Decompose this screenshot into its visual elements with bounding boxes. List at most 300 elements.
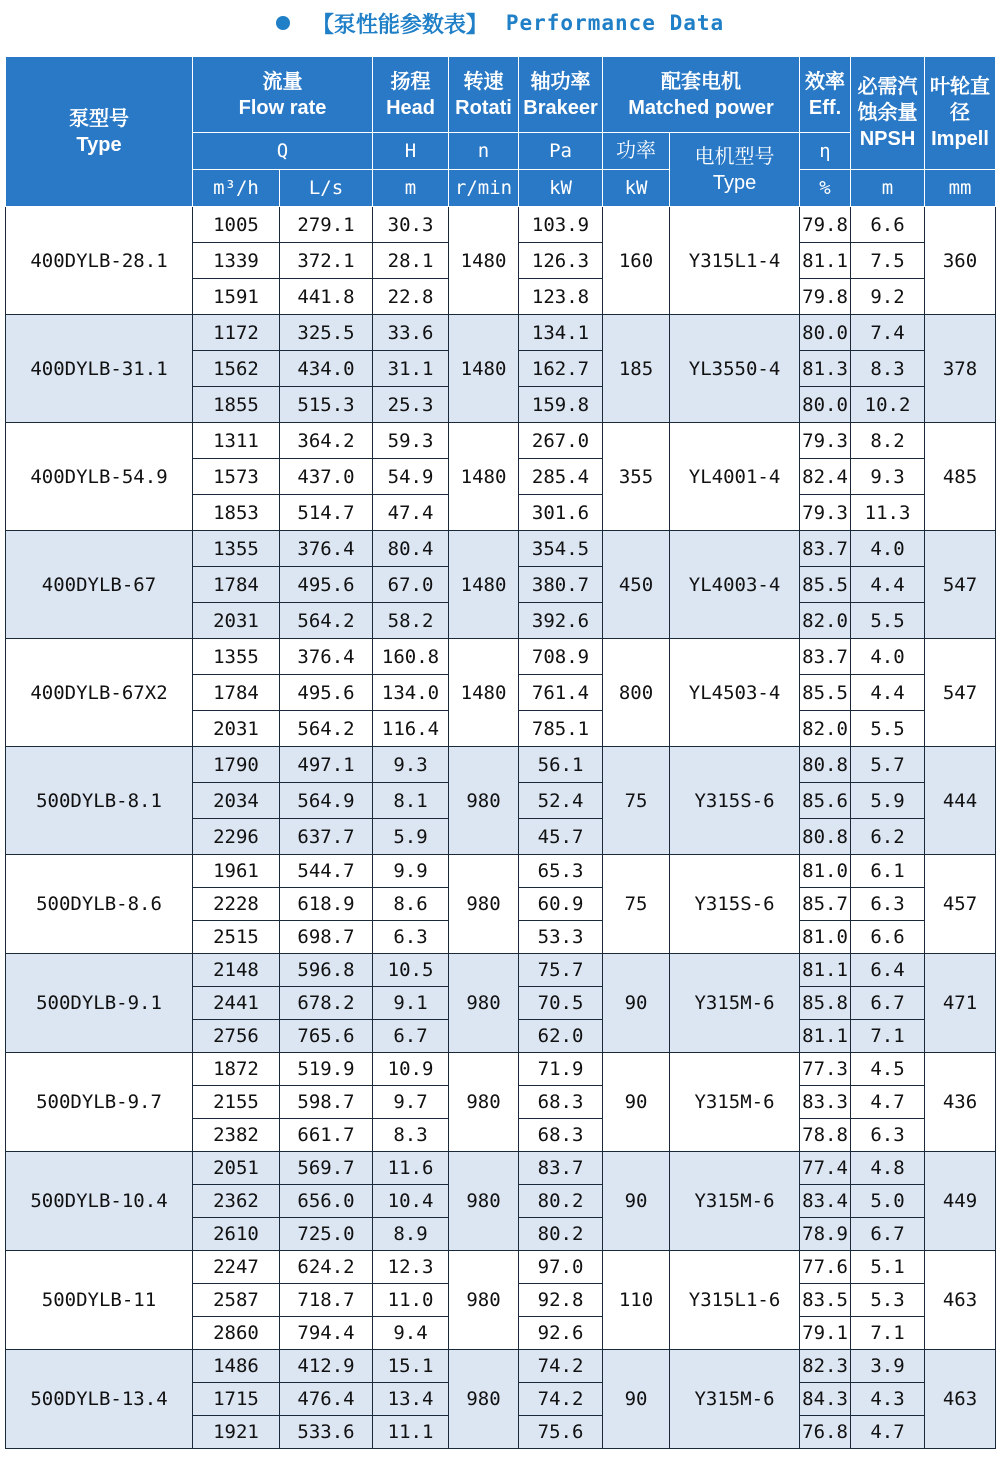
unit-m3h: m³/h bbox=[193, 170, 280, 207]
impeller-cell: 378 bbox=[925, 315, 996, 423]
shaft-power-cell: 52.4 bbox=[519, 783, 603, 819]
impeller-cell: 457 bbox=[925, 855, 996, 954]
unit-pct: % bbox=[800, 170, 851, 207]
impeller-cell: 463 bbox=[925, 1251, 996, 1350]
flow-m3h-cell: 1872 bbox=[193, 1053, 280, 1086]
flow-ls-cell: 279.1 bbox=[280, 207, 373, 243]
flow-ls-cell: 596.8 bbox=[280, 954, 373, 987]
table-row bbox=[6, 1053, 996, 1086]
flow-m3h-cell: 1784 bbox=[193, 567, 280, 603]
shaft-power-cell: 162.7 bbox=[519, 351, 603, 387]
flow-ls-cell: 598.7 bbox=[280, 1086, 373, 1119]
efficiency-cell: 76.8 bbox=[800, 1416, 851, 1449]
head-cell: 10.5 bbox=[373, 954, 449, 987]
flow-m3h-cell: 2228 bbox=[193, 888, 280, 921]
table-row bbox=[6, 1251, 996, 1284]
efficiency-cell: 83.7 bbox=[800, 639, 851, 675]
motor-type-cell: YL4003-4 bbox=[670, 531, 800, 639]
head-cell: 9.9 bbox=[373, 855, 449, 888]
motor-power-cell: 75 bbox=[603, 855, 670, 954]
efficiency-cell: 85.6 bbox=[800, 783, 851, 819]
npsh-cell: 11.3 bbox=[851, 495, 925, 531]
npsh-cell: 10.2 bbox=[851, 387, 925, 423]
header-motor-power: 功率 bbox=[603, 133, 670, 170]
flow-ls-cell: 618.9 bbox=[280, 888, 373, 921]
flow-ls-cell: 569.7 bbox=[280, 1152, 373, 1185]
flow-m3h-cell: 2860 bbox=[193, 1317, 280, 1350]
flow-ls-cell: 637.7 bbox=[280, 819, 373, 855]
unit-npsh-m: m bbox=[851, 170, 925, 207]
motor-power-cell: 450 bbox=[603, 531, 670, 639]
motor-power-cell: 90 bbox=[603, 1053, 670, 1152]
speed-cell: 980 bbox=[449, 954, 519, 1053]
efficiency-cell: 78.9 bbox=[800, 1218, 851, 1251]
efficiency-cell: 85.5 bbox=[800, 567, 851, 603]
npsh-cell: 4.0 bbox=[851, 639, 925, 675]
npsh-cell: 5.5 bbox=[851, 603, 925, 639]
motor-power-cell: 800 bbox=[603, 639, 670, 747]
efficiency-cell: 80.0 bbox=[800, 387, 851, 423]
table-row bbox=[6, 531, 996, 567]
flow-ls-cell: 678.2 bbox=[280, 987, 373, 1020]
npsh-cell: 3.9 bbox=[851, 1350, 925, 1383]
head-cell: 30.3 bbox=[373, 207, 449, 243]
flow-m3h-cell: 1715 bbox=[193, 1383, 280, 1416]
npsh-cell: 6.3 bbox=[851, 888, 925, 921]
npsh-cell: 7.1 bbox=[851, 1317, 925, 1350]
npsh-cell: 6.7 bbox=[851, 987, 925, 1020]
speed-cell: 1480 bbox=[449, 207, 519, 315]
header-motor-type: 电机型号 Type bbox=[670, 133, 800, 207]
title-en: Performance Data bbox=[505, 11, 725, 35]
header-sym-n: n bbox=[449, 133, 519, 170]
speed-cell: 1480 bbox=[449, 531, 519, 639]
shaft-power-cell: 285.4 bbox=[519, 459, 603, 495]
npsh-cell: 4.7 bbox=[851, 1416, 925, 1449]
pump-type-cell: 500DYLB-11 bbox=[6, 1251, 193, 1350]
speed-cell: 980 bbox=[449, 1251, 519, 1350]
shaft-power-cell: 68.3 bbox=[519, 1086, 603, 1119]
header-sym-h: H bbox=[373, 133, 449, 170]
npsh-cell: 7.1 bbox=[851, 1020, 925, 1053]
speed-cell: 980 bbox=[449, 747, 519, 855]
head-cell: 8.3 bbox=[373, 1119, 449, 1152]
head-cell: 6.7 bbox=[373, 1020, 449, 1053]
shaft-power-cell: 45.7 bbox=[519, 819, 603, 855]
efficiency-cell: 80.8 bbox=[800, 747, 851, 783]
shaft-power-cell: 83.7 bbox=[519, 1152, 603, 1185]
table-body bbox=[6, 207, 996, 1449]
flow-ls-cell: 624.2 bbox=[280, 1251, 373, 1284]
npsh-cell: 6.3 bbox=[851, 1119, 925, 1152]
flow-m3h-cell: 2515 bbox=[193, 921, 280, 954]
head-cell: 58.2 bbox=[373, 603, 449, 639]
efficiency-cell: 79.8 bbox=[800, 207, 851, 243]
npsh-cell: 6.4 bbox=[851, 954, 925, 987]
table-row bbox=[6, 315, 996, 351]
flow-m3h-cell: 1961 bbox=[193, 855, 280, 888]
head-cell: 9.1 bbox=[373, 987, 449, 1020]
table-row bbox=[6, 639, 996, 675]
unit-rpm: r/min bbox=[449, 170, 519, 207]
efficiency-cell: 81.1 bbox=[800, 243, 851, 279]
unit-kw: kW bbox=[519, 170, 603, 207]
efficiency-cell: 83.7 bbox=[800, 531, 851, 567]
head-cell: 9.3 bbox=[373, 747, 449, 783]
efficiency-cell: 82.3 bbox=[800, 1350, 851, 1383]
impeller-cell: 444 bbox=[925, 747, 996, 855]
page-title bbox=[0, 0, 1000, 46]
motor-power-cell: 110 bbox=[603, 1251, 670, 1350]
pump-type-cell: 500DYLB-8.6 bbox=[6, 855, 193, 954]
efficiency-cell: 80.8 bbox=[800, 819, 851, 855]
npsh-cell: 4.4 bbox=[851, 675, 925, 711]
speed-cell: 980 bbox=[449, 855, 519, 954]
npsh-cell: 6.7 bbox=[851, 1218, 925, 1251]
npsh-cell: 6.6 bbox=[851, 207, 925, 243]
flow-ls-cell: 544.7 bbox=[280, 855, 373, 888]
shaft-power-cell: 68.3 bbox=[519, 1119, 603, 1152]
flow-m3h-cell: 2031 bbox=[193, 711, 280, 747]
head-cell: 33.6 bbox=[373, 315, 449, 351]
efficiency-cell: 79.1 bbox=[800, 1317, 851, 1350]
npsh-cell: 7.5 bbox=[851, 243, 925, 279]
flow-ls-cell: 495.6 bbox=[280, 675, 373, 711]
header-impeller: 叶轮直径 Impell bbox=[925, 57, 996, 170]
npsh-cell: 4.3 bbox=[851, 1383, 925, 1416]
shaft-power-cell: 761.4 bbox=[519, 675, 603, 711]
flow-ls-cell: 495.6 bbox=[280, 567, 373, 603]
motor-type-cell: YL3550-4 bbox=[670, 315, 800, 423]
head-cell: 59.3 bbox=[373, 423, 449, 459]
shaft-power-cell: 392.6 bbox=[519, 603, 603, 639]
speed-cell: 1480 bbox=[449, 315, 519, 423]
efficiency-cell: 78.8 bbox=[800, 1119, 851, 1152]
shaft-power-cell: 134.1 bbox=[519, 315, 603, 351]
npsh-cell: 6.6 bbox=[851, 921, 925, 954]
motor-type-cell: Y315M-6 bbox=[670, 1053, 800, 1152]
npsh-cell: 8.2 bbox=[851, 423, 925, 459]
title-zh: 【泵性能参数表】 bbox=[311, 11, 488, 37]
speed-cell: 980 bbox=[449, 1152, 519, 1251]
npsh-cell: 4.5 bbox=[851, 1053, 925, 1086]
flow-m3h-cell: 2756 bbox=[193, 1020, 280, 1053]
speed-cell: 980 bbox=[449, 1053, 519, 1152]
flow-ls-cell: 515.3 bbox=[280, 387, 373, 423]
flow-ls-cell: 564.9 bbox=[280, 783, 373, 819]
head-cell: 22.8 bbox=[373, 279, 449, 315]
efficiency-cell: 77.3 bbox=[800, 1053, 851, 1086]
npsh-cell: 5.7 bbox=[851, 747, 925, 783]
flow-ls-cell: 564.2 bbox=[280, 711, 373, 747]
flow-ls-cell: 497.1 bbox=[280, 747, 373, 783]
header-sym-eta: η bbox=[800, 133, 851, 170]
pump-type-cell: 500DYLB-9.7 bbox=[6, 1053, 193, 1152]
efficiency-cell: 85.5 bbox=[800, 675, 851, 711]
efficiency-cell: 80.0 bbox=[800, 315, 851, 351]
flow-ls-cell: 718.7 bbox=[280, 1284, 373, 1317]
flow-ls-cell: 533.6 bbox=[280, 1416, 373, 1449]
flow-m3h-cell: 1005 bbox=[193, 207, 280, 243]
motor-type-cell: Y315M-6 bbox=[670, 1152, 800, 1251]
npsh-cell: 4.8 bbox=[851, 1152, 925, 1185]
motor-power-cell: 355 bbox=[603, 423, 670, 531]
npsh-cell: 4.7 bbox=[851, 1086, 925, 1119]
impeller-cell: 471 bbox=[925, 954, 996, 1053]
shaft-power-cell: 380.7 bbox=[519, 567, 603, 603]
npsh-cell: 5.9 bbox=[851, 783, 925, 819]
flow-m3h-cell: 2296 bbox=[193, 819, 280, 855]
head-cell: 54.9 bbox=[373, 459, 449, 495]
unit-mm: mm bbox=[925, 170, 996, 207]
motor-power-cell: 185 bbox=[603, 315, 670, 423]
head-cell: 67.0 bbox=[373, 567, 449, 603]
efficiency-cell: 83.4 bbox=[800, 1185, 851, 1218]
efficiency-cell: 81.1 bbox=[800, 954, 851, 987]
flow-m3h-cell: 2148 bbox=[193, 954, 280, 987]
flow-m3h-cell: 1855 bbox=[193, 387, 280, 423]
motor-power-cell: 75 bbox=[603, 747, 670, 855]
flow-ls-cell: 441.8 bbox=[280, 279, 373, 315]
flow-ls-cell: 564.2 bbox=[280, 603, 373, 639]
pump-type-cell: 400DYLB-67 bbox=[6, 531, 193, 639]
efficiency-cell: 81.1 bbox=[800, 1020, 851, 1053]
npsh-cell: 4.4 bbox=[851, 567, 925, 603]
shaft-power-cell: 103.9 bbox=[519, 207, 603, 243]
flow-m3h-cell: 2382 bbox=[193, 1119, 280, 1152]
shaft-power-cell: 301.6 bbox=[519, 495, 603, 531]
shaft-power-cell: 80.2 bbox=[519, 1185, 603, 1218]
header-sym-q: Q bbox=[193, 133, 373, 170]
flow-m3h-cell: 2155 bbox=[193, 1086, 280, 1119]
efficiency-cell: 82.0 bbox=[800, 603, 851, 639]
efficiency-cell: 81.3 bbox=[800, 351, 851, 387]
npsh-cell: 7.4 bbox=[851, 315, 925, 351]
efficiency-cell: 77.6 bbox=[800, 1251, 851, 1284]
shaft-power-cell: 74.2 bbox=[519, 1383, 603, 1416]
performance-table bbox=[5, 56, 996, 1449]
flow-ls-cell: 325.5 bbox=[280, 315, 373, 351]
motor-power-cell: 90 bbox=[603, 1350, 670, 1449]
motor-power-cell: 90 bbox=[603, 1152, 670, 1251]
npsh-cell: 5.0 bbox=[851, 1185, 925, 1218]
flow-m3h-cell: 1784 bbox=[193, 675, 280, 711]
head-cell: 116.4 bbox=[373, 711, 449, 747]
flow-m3h-cell: 2034 bbox=[193, 783, 280, 819]
flow-ls-cell: 698.7 bbox=[280, 921, 373, 954]
shaft-power-cell: 53.3 bbox=[519, 921, 603, 954]
head-cell: 25.3 bbox=[373, 387, 449, 423]
flow-m3h-cell: 1573 bbox=[193, 459, 280, 495]
flow-m3h-cell: 1591 bbox=[193, 279, 280, 315]
header-npsh: 必需汽蚀余量 NPSH bbox=[851, 57, 925, 170]
shaft-power-cell: 60.9 bbox=[519, 888, 603, 921]
flow-ls-cell: 437.0 bbox=[280, 459, 373, 495]
efficiency-cell: 85.8 bbox=[800, 987, 851, 1020]
unit-m: m bbox=[373, 170, 449, 207]
shaft-power-cell: 92.8 bbox=[519, 1284, 603, 1317]
flow-m3h-cell: 1562 bbox=[193, 351, 280, 387]
motor-power-cell: 160 bbox=[603, 207, 670, 315]
motor-power-cell: 90 bbox=[603, 954, 670, 1053]
table-row bbox=[6, 954, 996, 987]
shaft-power-cell: 75.7 bbox=[519, 954, 603, 987]
unit-ls: L/s bbox=[280, 170, 373, 207]
npsh-cell: 8.3 bbox=[851, 351, 925, 387]
pump-type-cell: 400DYLB-67X2 bbox=[6, 639, 193, 747]
header-power: 轴功率 Brakeer bbox=[519, 57, 603, 133]
flow-ls-cell: 376.4 bbox=[280, 531, 373, 567]
flow-m3h-cell: 1853 bbox=[193, 495, 280, 531]
npsh-cell: 9.3 bbox=[851, 459, 925, 495]
flow-m3h-cell: 1311 bbox=[193, 423, 280, 459]
shaft-power-cell: 708.9 bbox=[519, 639, 603, 675]
table-row bbox=[6, 1350, 996, 1383]
flow-m3h-cell: 2610 bbox=[193, 1218, 280, 1251]
head-cell: 11.6 bbox=[373, 1152, 449, 1185]
npsh-cell: 6.1 bbox=[851, 855, 925, 888]
pump-type-cell: 400DYLB-54.9 bbox=[6, 423, 193, 531]
head-cell: 11.1 bbox=[373, 1416, 449, 1449]
head-cell: 80.4 bbox=[373, 531, 449, 567]
npsh-cell: 5.1 bbox=[851, 1251, 925, 1284]
motor-type-cell: Y315M-6 bbox=[670, 954, 800, 1053]
head-cell: 9.7 bbox=[373, 1086, 449, 1119]
flow-m3h-cell: 2247 bbox=[193, 1251, 280, 1284]
table-row bbox=[6, 747, 996, 783]
shaft-power-cell: 56.1 bbox=[519, 747, 603, 783]
speed-cell: 1480 bbox=[449, 423, 519, 531]
head-cell: 10.4 bbox=[373, 1185, 449, 1218]
efficiency-cell: 82.0 bbox=[800, 711, 851, 747]
head-cell: 160.8 bbox=[373, 639, 449, 675]
flow-ls-cell: 656.0 bbox=[280, 1185, 373, 1218]
efficiency-cell: 79.3 bbox=[800, 423, 851, 459]
shaft-power-cell: 70.5 bbox=[519, 987, 603, 1020]
head-cell: 15.1 bbox=[373, 1350, 449, 1383]
flow-m3h-cell: 1339 bbox=[193, 243, 280, 279]
shaft-power-cell: 74.2 bbox=[519, 1350, 603, 1383]
speed-cell: 980 bbox=[449, 1350, 519, 1449]
head-cell: 8.1 bbox=[373, 783, 449, 819]
pump-type-cell: 500DYLB-8.1 bbox=[6, 747, 193, 855]
npsh-cell: 9.2 bbox=[851, 279, 925, 315]
efficiency-cell: 85.7 bbox=[800, 888, 851, 921]
head-cell: 31.1 bbox=[373, 351, 449, 387]
efficiency-cell: 83.5 bbox=[800, 1284, 851, 1317]
flow-m3h-cell: 2362 bbox=[193, 1185, 280, 1218]
shaft-power-cell: 65.3 bbox=[519, 855, 603, 888]
impeller-cell: 360 bbox=[925, 207, 996, 315]
motor-type-cell: Y315L1-6 bbox=[670, 1251, 800, 1350]
head-cell: 134.0 bbox=[373, 675, 449, 711]
head-cell: 47.4 bbox=[373, 495, 449, 531]
flow-m3h-cell: 1355 bbox=[193, 531, 280, 567]
table-row bbox=[6, 1152, 996, 1185]
head-cell: 28.1 bbox=[373, 243, 449, 279]
header-motor: 配套电机 Matched power bbox=[603, 57, 800, 133]
pump-type-cell: 400DYLB-28.1 bbox=[6, 207, 193, 315]
shaft-power-cell: 126.3 bbox=[519, 243, 603, 279]
head-cell: 8.6 bbox=[373, 888, 449, 921]
flow-ls-cell: 519.9 bbox=[280, 1053, 373, 1086]
impeller-cell: 547 bbox=[925, 531, 996, 639]
motor-type-cell: Y315M-6 bbox=[670, 1350, 800, 1449]
shaft-power-cell: 71.9 bbox=[519, 1053, 603, 1086]
npsh-cell: 6.2 bbox=[851, 819, 925, 855]
flow-m3h-cell: 1172 bbox=[193, 315, 280, 351]
flow-m3h-cell: 1355 bbox=[193, 639, 280, 675]
flow-m3h-cell: 2031 bbox=[193, 603, 280, 639]
head-cell: 12.3 bbox=[373, 1251, 449, 1284]
flow-ls-cell: 364.2 bbox=[280, 423, 373, 459]
impeller-cell: 547 bbox=[925, 639, 996, 747]
shaft-power-cell: 62.0 bbox=[519, 1020, 603, 1053]
table-row bbox=[6, 207, 996, 243]
flow-m3h-cell: 1921 bbox=[193, 1416, 280, 1449]
motor-type-cell: Y315S-6 bbox=[670, 855, 800, 954]
head-cell: 8.9 bbox=[373, 1218, 449, 1251]
head-cell: 6.3 bbox=[373, 921, 449, 954]
header-flow: 流量 Flow rate bbox=[193, 57, 373, 133]
head-cell: 9.4 bbox=[373, 1317, 449, 1350]
npsh-cell: 5.3 bbox=[851, 1284, 925, 1317]
speed-cell: 1480 bbox=[449, 639, 519, 747]
npsh-cell: 4.0 bbox=[851, 531, 925, 567]
shaft-power-cell: 267.0 bbox=[519, 423, 603, 459]
shaft-power-cell: 80.2 bbox=[519, 1218, 603, 1251]
efficiency-cell: 77.4 bbox=[800, 1152, 851, 1185]
header-eff: 效率 Eff. bbox=[800, 57, 851, 133]
motor-type-cell: Y315L1-4 bbox=[670, 207, 800, 315]
flow-m3h-cell: 2441 bbox=[193, 987, 280, 1020]
head-cell: 10.9 bbox=[373, 1053, 449, 1086]
flow-m3h-cell: 1486 bbox=[193, 1350, 280, 1383]
impeller-cell: 436 bbox=[925, 1053, 996, 1152]
flow-ls-cell: 725.0 bbox=[280, 1218, 373, 1251]
shaft-power-cell: 75.6 bbox=[519, 1416, 603, 1449]
efficiency-cell: 81.0 bbox=[800, 855, 851, 888]
header-sym-pa: Pa bbox=[519, 133, 603, 170]
flow-ls-cell: 661.7 bbox=[280, 1119, 373, 1152]
efficiency-cell: 83.3 bbox=[800, 1086, 851, 1119]
efficiency-cell: 81.0 bbox=[800, 921, 851, 954]
impeller-cell: 463 bbox=[925, 1350, 996, 1449]
shaft-power-cell: 92.6 bbox=[519, 1317, 603, 1350]
flow-ls-cell: 376.4 bbox=[280, 639, 373, 675]
header-speed: 转速 Rotati bbox=[449, 57, 519, 133]
shaft-power-cell: 97.0 bbox=[519, 1251, 603, 1284]
pump-type-cell: 500DYLB-9.1 bbox=[6, 954, 193, 1053]
shaft-power-cell: 785.1 bbox=[519, 711, 603, 747]
pump-type-cell: 500DYLB-13.4 bbox=[6, 1350, 193, 1449]
pump-type-cell: 400DYLB-31.1 bbox=[6, 315, 193, 423]
efficiency-cell: 82.4 bbox=[800, 459, 851, 495]
motor-type-cell: YL4001-4 bbox=[670, 423, 800, 531]
flow-ls-cell: 514.7 bbox=[280, 495, 373, 531]
shaft-power-cell: 354.5 bbox=[519, 531, 603, 567]
head-cell: 11.0 bbox=[373, 1284, 449, 1317]
pump-type-cell: 500DYLB-10.4 bbox=[6, 1152, 193, 1251]
table-row bbox=[6, 855, 996, 888]
table-header bbox=[6, 57, 996, 207]
unit-motor-kw: kW bbox=[603, 170, 670, 207]
flow-ls-cell: 794.4 bbox=[280, 1317, 373, 1350]
flow-ls-cell: 412.9 bbox=[280, 1350, 373, 1383]
shaft-power-cell: 123.8 bbox=[519, 279, 603, 315]
flow-m3h-cell: 1790 bbox=[193, 747, 280, 783]
table-row bbox=[6, 423, 996, 459]
